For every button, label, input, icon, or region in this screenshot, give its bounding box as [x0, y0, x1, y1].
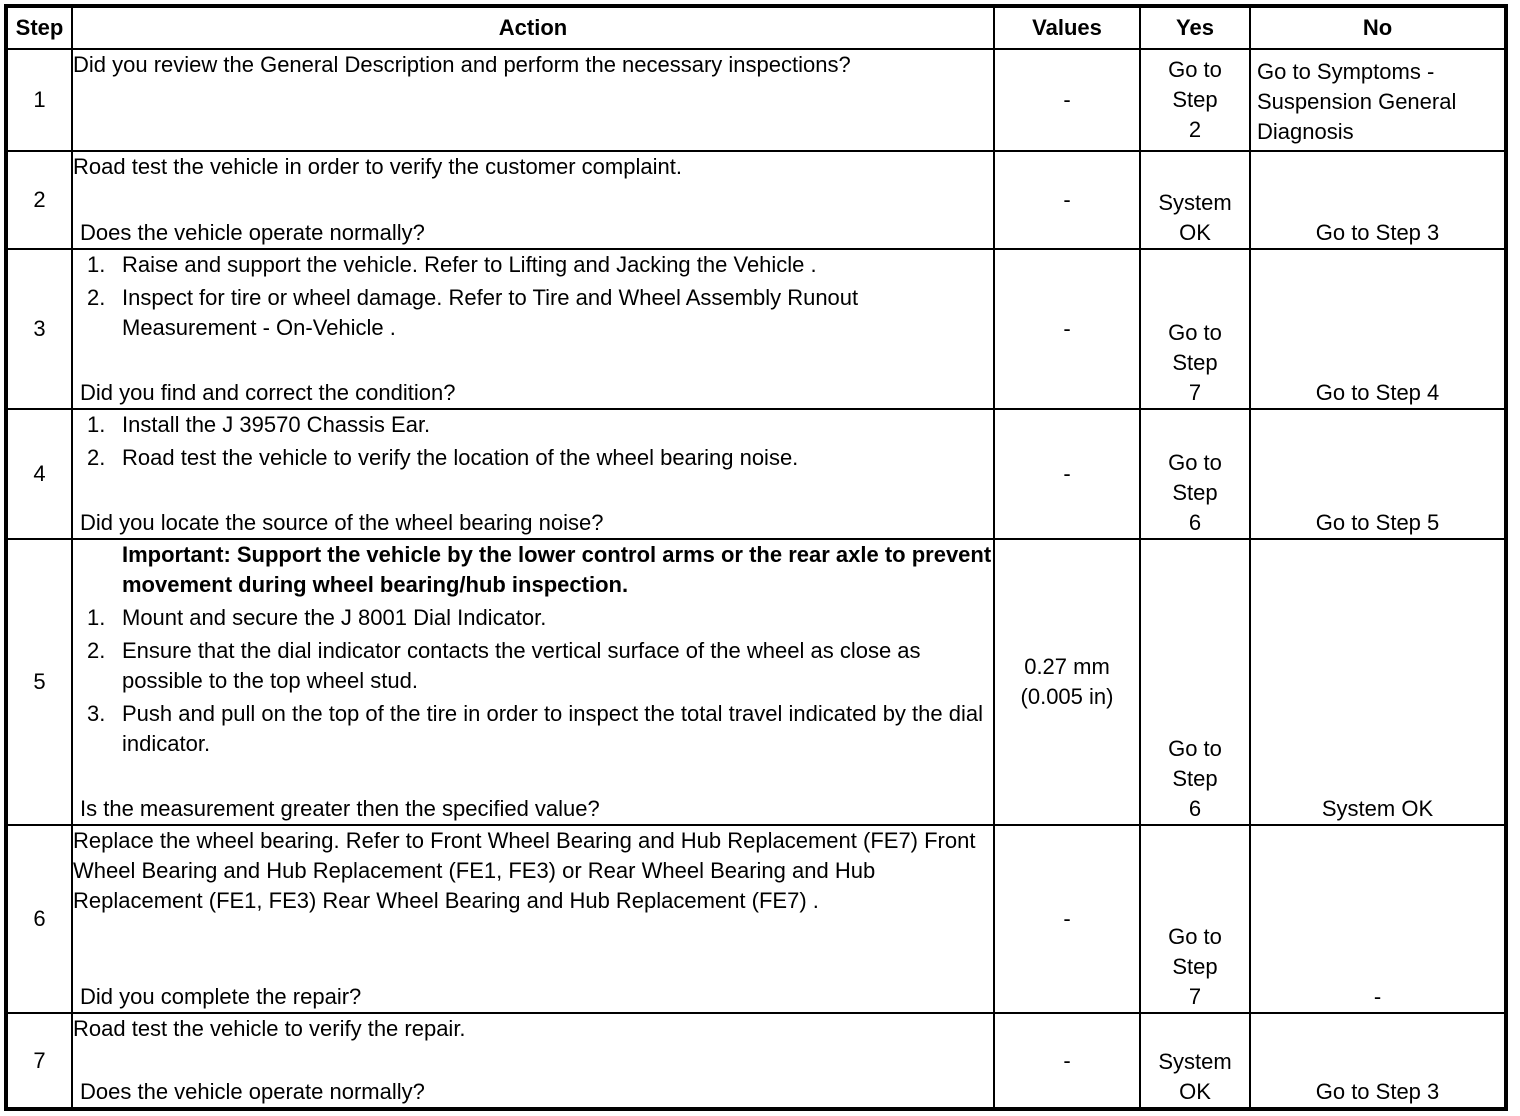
action-cell: [72, 1013, 994, 1109]
action-text: Road test the vehicle in order to verify the customer complaint.: [73, 154, 682, 179]
action-question: Did you locate the source of the wheel bearing noise?: [80, 510, 604, 535]
diagnostic-table-document: [4, 4, 1508, 1111]
values-imperial: (0.005 in): [1020, 684, 1114, 709]
list-item: 3. Push and pull on the top of the tire in order to inspect the total travel indicated by the dial indicator.: [87, 701, 983, 756]
values-cell: -: [994, 249, 1140, 409]
list-item: 2. Ensure that the dial indicator contacts the vertical surface of the wheel as close as possible to the top wheel stud.: [87, 638, 921, 693]
action-text: Did you review the General Description and perform the necessary inspections?: [73, 52, 851, 77]
no-cell: [1250, 1013, 1506, 1109]
action-question: Is the measurement greater then the specified value?: [80, 796, 600, 821]
no-action: Go to Step 5: [1315, 510, 1440, 535]
yes-action: System OK: [1158, 190, 1232, 245]
action-question: Did you complete the repair?: [80, 984, 362, 1009]
table-row: [6, 825, 1506, 1013]
step-number: 4: [6, 409, 72, 539]
action-question: Does the vehicle operate normally?: [80, 220, 425, 245]
list-item: 2. Inspect for tire or wheel damage. Refer to Tire and Wheel Assembly Runout Measurement - On-Vehicle .: [87, 285, 859, 340]
table-row: [6, 409, 1506, 539]
header-values: Values: [994, 6, 1140, 49]
yes-cell: [1140, 1013, 1250, 1109]
no-cell: [1250, 825, 1506, 1013]
diagnostic-table: [4, 4, 1508, 1111]
header-no: No: [1250, 6, 1506, 49]
action-steps-list: [73, 603, 993, 759]
header-yes: Yes: [1140, 6, 1250, 49]
no-cell: [1250, 539, 1506, 825]
list-item-text: Ensure that the dial indicator contacts the vertical surface of the wheel as close as possible to the top wheel stud.: [122, 638, 921, 693]
table-row: [6, 1013, 1506, 1109]
list-item-text: Road test the vehicle to verify the location of the wheel bearing noise.: [122, 445, 799, 470]
table-row: [6, 249, 1506, 409]
yes-action: Go to Step 6: [1168, 736, 1222, 821]
yes-cell: [1140, 409, 1250, 539]
no-action: Go to Step 3: [1315, 220, 1440, 245]
list-item: 1. Mount and secure the J 8001 Dial Indicator.: [87, 605, 547, 630]
table-row: [6, 539, 1506, 825]
yes-cell: [1140, 249, 1250, 409]
step-number: 2: [6, 151, 72, 249]
yes-cell: [1140, 49, 1250, 151]
values-cell: -: [994, 151, 1140, 249]
values-cell: -: [994, 825, 1140, 1013]
table-row: [6, 49, 1506, 151]
list-item-text: Inspect for tire or wheel damage. Refer to Tire and Wheel Assembly Runout Measurement - On-Vehicle .: [122, 285, 859, 340]
action-cell: [72, 49, 994, 151]
no-cell: [1250, 249, 1506, 409]
list-item-text: Install the J 39570 Chassis Ear.: [122, 412, 431, 437]
action-question: Did you find and correct the condition?: [80, 380, 456, 405]
no-cell: [1250, 151, 1506, 249]
no-action: Go to Step 4: [1315, 380, 1440, 405]
no-cell: [1250, 49, 1506, 151]
action-question: Does the vehicle operate normally?: [80, 1079, 425, 1104]
yes-action: System OK: [1158, 1049, 1232, 1104]
values-cell: [994, 539, 1140, 825]
yes-action: Go to Step 2: [1168, 57, 1222, 142]
header-row: [6, 6, 1506, 49]
no-action: System OK: [1321, 796, 1434, 821]
list-item: 1. Install the J 39570 Chassis Ear.: [87, 412, 431, 437]
action-cell: [72, 409, 994, 539]
step-number: 3: [6, 249, 72, 409]
yes-action: Go to Step 6: [1168, 450, 1222, 535]
no-action: -: [1373, 984, 1382, 1009]
header-step: Step: [6, 6, 72, 49]
step-number: 6: [6, 825, 72, 1013]
values-metric: 0.27 mm: [1024, 654, 1110, 679]
table-row: [6, 151, 1506, 249]
values-cell: -: [994, 1013, 1140, 1109]
no-action: Go to Symptoms - Suspension General Diagnosis: [1257, 59, 1457, 144]
action-text: Road test the vehicle to verify the repair.: [73, 1016, 466, 1041]
step-number: 1: [6, 49, 72, 151]
yes-cell: [1140, 825, 1250, 1013]
step-number: 7: [6, 1013, 72, 1109]
action-cell: [72, 539, 994, 825]
important-note: Important: Support the vehicle by the lower control arms or the rear axle to prevent movement during wheel bearing/hub inspection.: [122, 542, 992, 597]
action-cell: [72, 151, 994, 249]
action-cell: [72, 249, 994, 409]
list-item-text: Push and pull on the top of the tire in order to inspect the total travel indicated by the dial indicator.: [122, 701, 983, 756]
step-number: 5: [6, 539, 72, 825]
action-text: Replace the wheel bearing. Refer to Front Wheel Bearing and Hub Replacement (FE7) Front Wheel Bearing and Hub Replacement (FE1, FE3) or Rear Wheel Bearing and Hub Replacement (FE1, FE3) Rear Wheel Bearing and Hub Replacement (FE7) .: [73, 828, 976, 913]
list-item: 2. Road test the vehicle to verify the location of the wheel bearing noise.: [87, 445, 799, 470]
yes-cell: [1140, 151, 1250, 249]
list-item-text: Mount and secure the J 8001 Dial Indicator.: [122, 605, 547, 630]
yes-cell: [1140, 539, 1250, 825]
values-cell: -: [994, 409, 1140, 539]
yes-action: Go to Step 7: [1168, 924, 1222, 1009]
action-cell: [72, 825, 994, 1013]
action-steps-list: [73, 250, 993, 343]
action-steps-list: [73, 410, 993, 473]
no-cell: [1250, 409, 1506, 539]
yes-action: Go to Step 7: [1168, 320, 1222, 405]
header-action: Action: [72, 6, 994, 49]
list-item-text: Raise and support the vehicle. Refer to Lifting and Jacking the Vehicle .: [122, 252, 817, 277]
no-action: Go to Step 3: [1315, 1079, 1440, 1104]
values-cell: -: [994, 49, 1140, 151]
list-item: 1. Raise and support the vehicle. Refer to Lifting and Jacking the Vehicle .: [87, 252, 817, 277]
